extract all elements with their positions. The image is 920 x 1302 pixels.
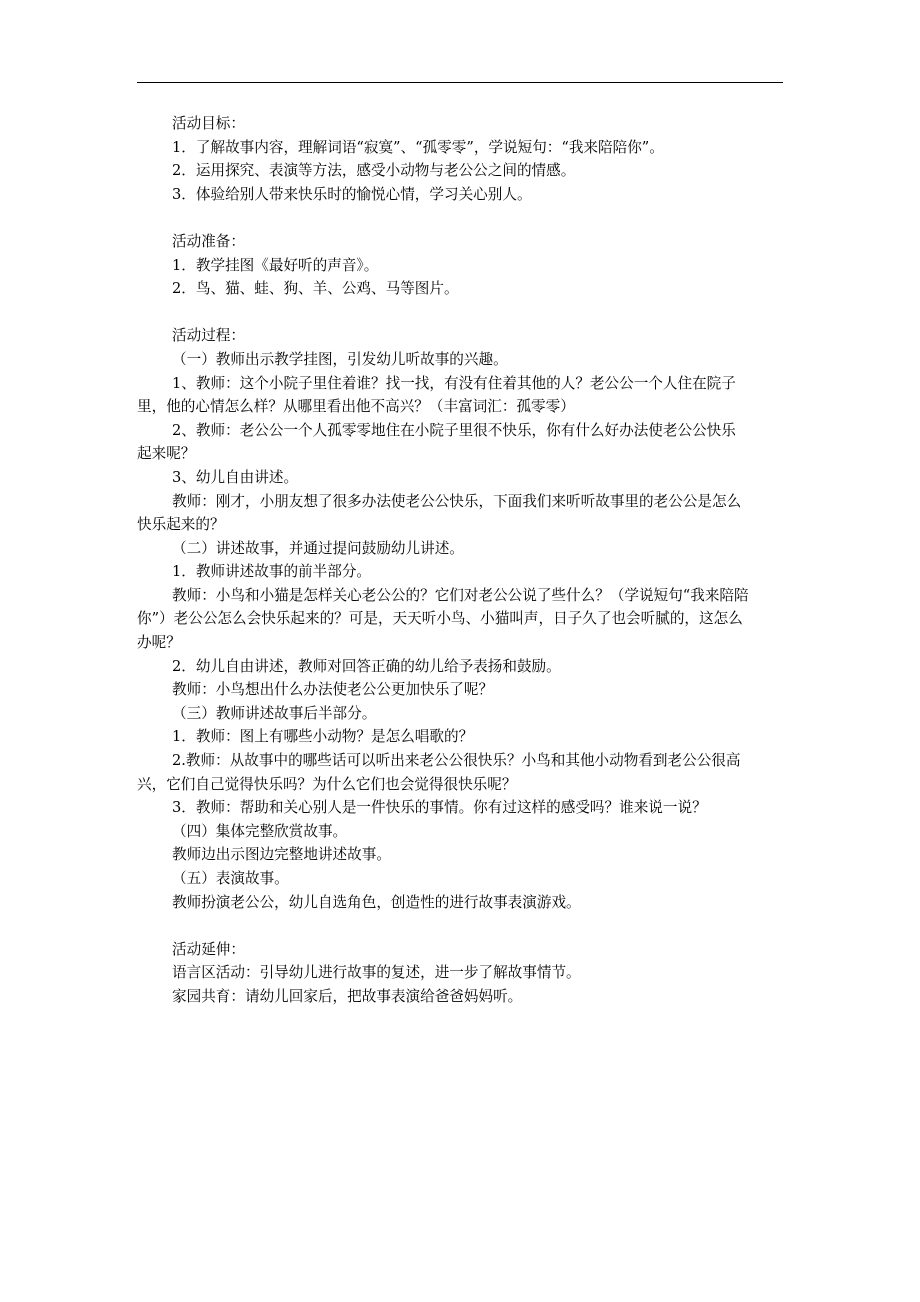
- goal-item-2: 2．运用探究、表演等方法，感受小动物与老公公之间的情感。: [172, 162, 576, 180]
- goals-heading: 活动目标：: [172, 115, 245, 132]
- process-line: 教师扮演老公公，幼儿自选角色，创造性的进行故事表演游戏。: [172, 893, 581, 911]
- process-line: 1．教师：图上有哪些小动物？是怎么唱歌的？: [172, 728, 474, 746]
- section-gap: [172, 301, 784, 325]
- process-line: 2.教师：从故事中的哪些话可以听出来老公公很快乐？小鸟和其他小动物看到老公公很高兴，它们自己觉得快乐吗？为什么它们也会觉得很快乐呢？: [137, 752, 741, 793]
- process-line: 教师：小鸟和小猫是怎样关心老公公的？它们对老公公说了些什么？（学说短句“我来陪陪你”）老公公怎么会快乐起来的？可是，天天听小鸟、小猫叫声，日子久了也会听腻的，这怎么办呢？: [137, 586, 749, 652]
- process-step-4-title: （四）集体完整欣赏故事。: [172, 822, 348, 840]
- process-step-1-title: （一）教师出示教学挂图，引发幼儿听故事的兴趣。: [172, 350, 508, 368]
- process-line: 教师：小鸟想出什么办法使老公公更加快乐了呢？: [172, 681, 494, 699]
- preparation-item-2: 2．鸟、猫、蛙、狗、羊、公鸡、马等图片。: [172, 280, 459, 298]
- extension-item-2: 家园共育：请幼儿回家后，把故事表演给爸爸妈妈听。: [172, 987, 523, 1005]
- process-step-3-title: （三）教师讲述故事后半部分。: [172, 704, 377, 722]
- section-gap: [172, 206, 784, 230]
- process-line: 教师边出示图边完整地讲述故事。: [172, 846, 391, 864]
- section-gap: [172, 914, 784, 938]
- process-line: 3、幼儿自由讲述。: [172, 468, 299, 486]
- goal-item-1: 1．了解故事内容，理解词语“寂寞”、“孤零零”，学说短句：“我来陪陪你”。: [172, 138, 664, 156]
- document-body: [137, 112, 784, 1009]
- process-line: 3．教师：帮助和关心别人是一件快乐的事情。你有过这样的感受吗？谁来说一说？: [172, 799, 707, 817]
- header-rule: [137, 82, 783, 83]
- extension-item-1: 语言区活动：引导幼儿进行故事的复述，进一步了解故事情节。: [172, 964, 581, 982]
- process-line: 1、教师：这个小院子里住着谁？找一找，有没有住着其他的人？老公公一个人住在院子里，他的心情怎么样？从哪里看出他不高兴？（丰富词汇：孤零零）: [137, 374, 736, 416]
- preparation-item-1: 1．教学挂图《最好听的声音》。: [172, 256, 379, 274]
- goal-item-3: 3．体验给别人带来快乐时的愉悦心情，学习关心别人。: [172, 185, 532, 203]
- process-line: 1．教师讲述故事的前半部分。: [172, 563, 372, 581]
- process-line: 2．幼儿自由讲述，教师对回答正确的幼儿给予表扬和鼓励。: [172, 657, 561, 675]
- process-line: 教师：刚才，小朋友想了很多办法使老公公快乐，下面我们来听听故事里的老公公是怎么快乐起来的？: [137, 492, 742, 534]
- process-heading: 活动过程：: [172, 327, 245, 345]
- process-line: 2、教师：老公公一个人孤零零地住在小院子里很不快乐，你有什么好办法使老公公快乐起来呢？: [137, 421, 736, 463]
- process-step-2-title: （二）讲述故事，并通过提问鼓励幼儿讲述。: [172, 539, 464, 557]
- extension-heading: 活动延伸：: [172, 940, 245, 958]
- preparation-heading: 活动准备：: [172, 232, 245, 250]
- process-step-5-title: （五）表演故事。: [172, 870, 289, 887]
